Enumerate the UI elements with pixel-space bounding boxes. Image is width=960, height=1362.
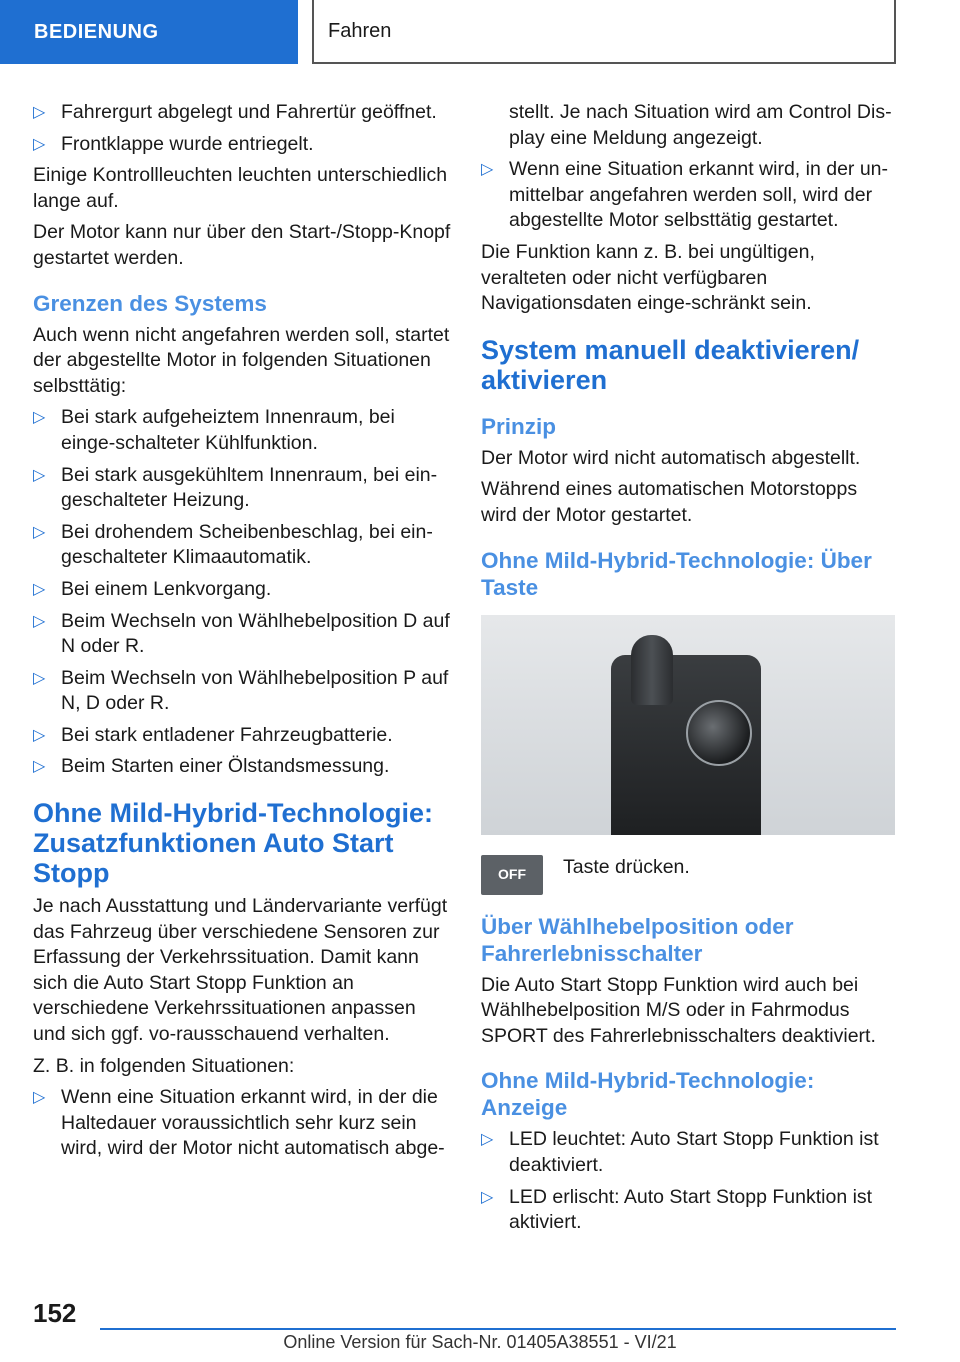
triangle-bullet-icon: ▷ [33,104,46,121]
footer-text: Online Version für Sach-Nr. 01405A38551 - VI/21 [283,1332,677,1352]
bullet-list-start [481,157,895,234]
list-item: ▷ Bei drohendem Scheibenbeschlag, bei ein-geschalteter Klimaautomatik. [33,520,433,569]
list-item: ▷ Beim Wechseln von Wählhebelposition D auf N oder R. [33,609,450,658]
triangle-bullet-icon: ▷ [33,612,46,630]
auto-start-stop-off-icon: OFF [481,855,543,895]
list-item: ▷ Bei stark aufgeheiztem Innenraum, bei einge-schalteter Kühlfunktion. [33,406,395,454]
triangle-bullet-icon: ▷ [33,135,46,153]
paragraph-continued: stellt. Je nach Situation wird am Control Dis-play eine Meldung angezeigt. [509,101,892,149]
chapter-title: Fahren [328,19,392,42]
list-item: ▷ Bei einem Lenkvorgang. [33,577,451,603]
bullet-list-situations [33,1085,451,1162]
controller-knob [686,700,752,766]
heading-manual: System manuell deaktivieren/ aktivieren [481,334,860,395]
triangle-bullet-icon: ▷ [33,669,46,687]
left-column [33,100,451,1168]
list-item: ▷ Wenn eine Situation erkannt wird, in der die Haltedauer voraussichtlich sehr kurz sein wird, wird der Motor nicht automatisch abge- [33,1086,445,1160]
paragraph: Während eines automatischen Motorstopps wird der Motor gestartet. [481,478,858,526]
heading-button: Ohne Mild-Hybrid-Technologie: Über Taste [481,547,872,600]
triangle-bullet-icon: ▷ [33,523,46,541]
list-item: ▷ LED leuchtet: Auto Start Stopp Funktion ist deaktiviert. [481,1128,879,1176]
heading-selector: Über Wählhebelposition oder Fahrerlebnisschalter [481,913,794,966]
paragraph: Je nach Ausstattung und Ländervariante verfügt das Fahrzeug über verschiedene Sensoren zur Erfassung der Verkehrssituation. Damit kann sich die Auto Start Stopp Funktion an verschiedene Verkehrssituationen anpassen und sich ggf. vo-rausschauend verhalten. [33,895,448,1046]
heading-limits: Grenzen des Systems [33,290,267,316]
section-tab [0,0,298,64]
triangle-bullet-icon: ▷ [33,580,46,598]
list-item: ▷ Beim Starten einer Ölstandsmessung. [33,754,451,780]
triangle-bullet-icon: ▷ [481,1131,494,1149]
paragraph: Auch wenn nicht angefahren werden soll, startet der abgestellte Motor in folgenden Situationen selbsttätig: [33,323,450,397]
heading-display: Ohne Mild-Hybrid-Technologie: Anzeige [481,1068,815,1121]
paragraph: Der Motor kann nur über den Start-/Stopp-Knopf gestartet werden. [33,221,451,269]
heading-extra-functions: Ohne Mild-Hybrid-Technologie: Zusatzfunktionen Auto Start Stopp [33,798,433,889]
triangle-bullet-icon: ▷ [481,161,494,179]
paragraph: Z. B. in folgenden Situationen: [33,1054,295,1077]
triangle-bullet-icon: ▷ [33,409,46,427]
paragraph: Einige Kontrollleuchten leuchten unterschiedlich lange auf. [33,164,448,212]
list-item: ▷ Wenn eine Situation erkannt wird, in der un-mittelbar angefahren werden soll, wird der abgestellte Motor selbsttätig gestartet. [481,158,889,232]
chapter-tab [312,0,896,64]
list-item: ▷ LED erlischt: Auto Start Stopp Funktion ist aktiviert. [481,1185,873,1234]
triangle-bullet-icon: ▷ [33,758,46,776]
footer-divider [100,1328,896,1330]
paragraph: Die Auto Start Stopp Funktion wird auch bei Wählhebelposition M/S oder in Fahrmodus SPORT des Fahrerlebnisschalters deaktiviert. [481,973,876,1047]
gear-lever [631,635,673,705]
list-item: ▷ Bei stark entladener Fahrzeugbatterie. [33,723,451,749]
bullet-list-limits [33,405,451,780]
heading-prinzip: Prinzip [481,413,557,439]
paragraph: Der Motor wird nicht automatisch abgestellt. [481,446,861,469]
bullet-list-top [33,100,451,157]
triangle-bullet-icon: ▷ [33,726,46,744]
triangle-bullet-icon: ▷ [33,1089,46,1107]
triangle-bullet-icon: ▷ [481,1188,494,1206]
button-instruction [481,855,895,895]
center-console-photo [481,615,895,835]
right-column [481,100,895,1242]
list-item: ▷ Beim Wechseln von Wählhebelposition P auf N, D oder R. [33,666,449,715]
list-item: ▷ Bei stark ausgekühltem Innenraum, bei ein-geschalteter Heizung. [33,463,438,512]
list-item: ▷ Fahrergurt abgelegt und Fahrertür geöffnet. [33,100,451,126]
button-instruction-text: Taste drücken. [563,855,690,878]
section-title: BEDIENUNG [34,20,159,43]
page-number: 152 [33,1298,77,1328]
list-item: ▷ Frontklappe wurde entriegelt. [33,132,451,158]
paragraph: Die Funktion kann z. B. bei ungültigen, veralteten oder nicht verfügbaren Navigationsdaten einge-schränkt sein. [481,240,815,315]
bullet-list-display [481,1127,895,1235]
triangle-bullet-icon: ▷ [33,466,46,484]
